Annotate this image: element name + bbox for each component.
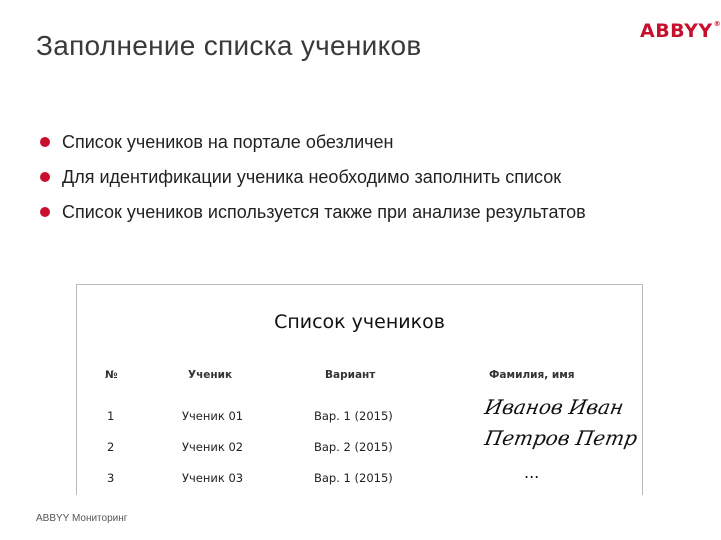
row-number: 1 — [107, 409, 115, 423]
row-variant: Вар. 2 (2015) — [314, 440, 393, 454]
row-student: Ученик 02 — [182, 440, 244, 454]
abbyy-logo — [640, 20, 721, 42]
header-full-name: Фамилия, имя — [489, 369, 575, 381]
student-list-sheet — [76, 284, 643, 495]
row-number: 3 — [107, 471, 115, 485]
row-variant: Вар. 1 (2015) — [314, 409, 393, 423]
bullet-item — [40, 128, 700, 156]
ellipsis: ... — [524, 463, 540, 482]
row-student: Ученик 01 — [182, 409, 244, 423]
bullet-item — [40, 163, 700, 191]
bullet-text: Список учеников используется также при анализе результатов — [62, 202, 586, 222]
logo-text: ABBYY — [640, 20, 713, 42]
header-number: № — [105, 369, 118, 381]
bullet-text: Список учеников на портале обезличен — [62, 132, 394, 152]
row-student: Ученик 03 — [182, 471, 244, 485]
table-header-row — [77, 369, 642, 393]
bullet-dot-icon — [40, 137, 50, 147]
bullet-item — [40, 198, 602, 226]
slide-title: Заполнение списка учеников — [36, 30, 422, 61]
handwritten-name: Иванов Иван — [482, 395, 626, 419]
table-row — [77, 463, 642, 495]
bullet-dot-icon — [40, 207, 50, 217]
row-variant: Вар. 1 (2015) — [314, 471, 393, 485]
handwritten-name: Петров Петр — [482, 426, 640, 450]
bullet-text: Для идентификации ученика необходимо заполнить список — [62, 167, 562, 187]
sheet-title: Список учеников — [274, 311, 445, 333]
row-number: 2 — [107, 440, 115, 454]
bullet-dot-icon — [40, 172, 50, 182]
bullet-list — [40, 128, 700, 233]
registered-mark: ® — [713, 20, 721, 28]
footer-text: ABBYY Мониторинг — [36, 513, 128, 524]
header-variant: Вариант — [325, 369, 376, 381]
table-row — [77, 426, 642, 464]
header-student: Ученик — [188, 369, 233, 381]
